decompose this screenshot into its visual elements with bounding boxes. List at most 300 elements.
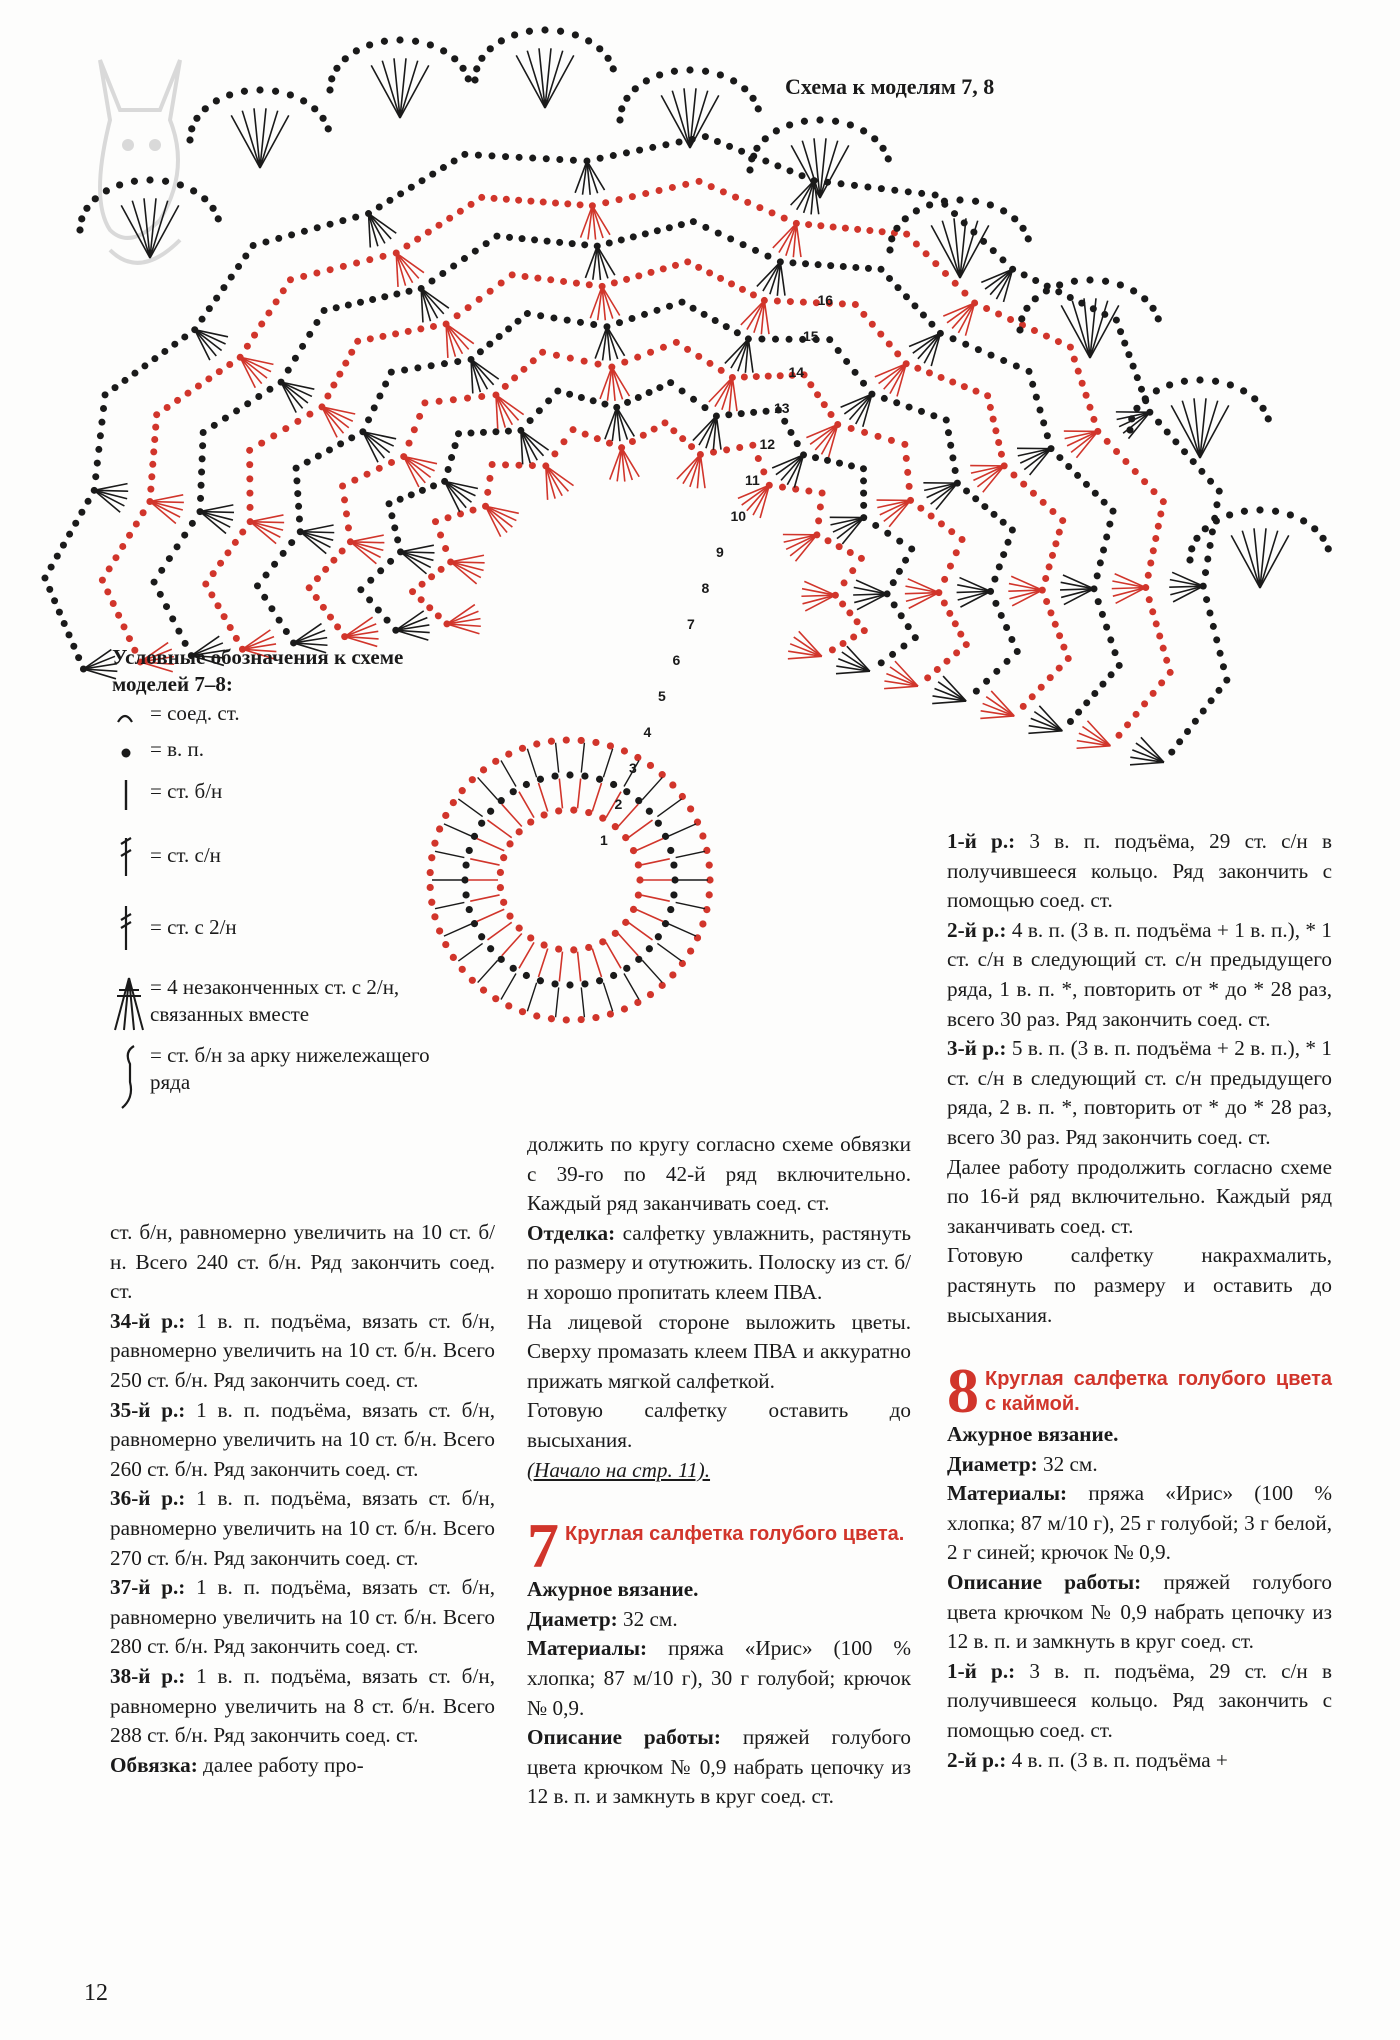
chain-dot bbox=[470, 507, 477, 514]
chain-dot bbox=[552, 199, 559, 206]
chain-dot bbox=[938, 520, 945, 527]
chain-dot bbox=[1095, 598, 1102, 605]
chain-dot bbox=[702, 68, 709, 75]
chain-dot bbox=[193, 115, 200, 122]
chain-dot bbox=[983, 305, 990, 312]
chain-dot bbox=[941, 600, 948, 607]
chain-dot bbox=[46, 586, 53, 593]
chain-dot bbox=[1208, 697, 1215, 704]
chain-dot bbox=[189, 520, 196, 527]
chain-dot bbox=[412, 38, 419, 45]
chain-dot bbox=[382, 381, 389, 388]
chain-dot bbox=[369, 296, 376, 303]
chain-dot bbox=[1209, 528, 1216, 535]
chain-dot bbox=[551, 772, 558, 779]
chain-dot bbox=[66, 631, 73, 638]
chain-dot bbox=[250, 242, 257, 249]
chain-dot bbox=[643, 77, 650, 84]
stitch-line bbox=[669, 824, 696, 836]
chain-dot bbox=[380, 253, 387, 260]
chain-dot bbox=[1040, 499, 1047, 506]
text-column-3 bbox=[947, 827, 1332, 1775]
chain-dot bbox=[1176, 738, 1183, 745]
chain-dot bbox=[661, 419, 668, 426]
chain-dot bbox=[555, 807, 562, 814]
chain-dot bbox=[610, 972, 617, 979]
chain-dot bbox=[72, 520, 79, 527]
legend-item: = ст. б/н bbox=[112, 778, 442, 812]
chain-dot bbox=[299, 343, 306, 350]
chain-dot bbox=[121, 623, 128, 630]
chain-dot bbox=[592, 1014, 599, 1021]
stitch-line bbox=[527, 983, 536, 1012]
chain-dot bbox=[991, 576, 998, 583]
chain-dot bbox=[706, 891, 713, 898]
chain-dot bbox=[860, 502, 867, 509]
chain-dot bbox=[836, 460, 843, 467]
chain-dot bbox=[792, 486, 799, 493]
chain-dot bbox=[341, 496, 348, 503]
chain-dot bbox=[601, 401, 608, 408]
chain-dot bbox=[805, 221, 812, 228]
chain-dot bbox=[1126, 426, 1133, 433]
chain-dot bbox=[906, 483, 913, 490]
chain-dot bbox=[947, 442, 954, 449]
chain-dot bbox=[602, 199, 609, 206]
chain-dot bbox=[725, 411, 732, 418]
chain-dot bbox=[763, 408, 770, 415]
chain-dot bbox=[258, 440, 265, 447]
chain-dot bbox=[527, 818, 534, 825]
chain-dot bbox=[1014, 648, 1021, 655]
chain-dot bbox=[164, 404, 171, 411]
chain-dot bbox=[560, 278, 567, 285]
chain-dot bbox=[241, 88, 248, 95]
chain-dot bbox=[367, 335, 374, 342]
chain-dot bbox=[992, 600, 999, 607]
chain-dot bbox=[1020, 703, 1027, 710]
chain-dot bbox=[616, 196, 623, 203]
chain-dot bbox=[1104, 438, 1111, 445]
legend bbox=[112, 644, 442, 1112]
chain-dot bbox=[548, 1015, 555, 1022]
chain-dot bbox=[1325, 545, 1332, 552]
chain-dot bbox=[333, 65, 340, 72]
chain-dot bbox=[888, 437, 895, 444]
chain-dot bbox=[387, 558, 394, 565]
chain-dot bbox=[992, 427, 999, 434]
chain-dot bbox=[595, 361, 602, 368]
chain-dot bbox=[953, 549, 960, 556]
stitch-line bbox=[640, 895, 669, 901]
chain-dot bbox=[817, 503, 824, 510]
chain-dot bbox=[963, 487, 970, 494]
chain-dot bbox=[235, 263, 242, 270]
chain-dot bbox=[1300, 517, 1307, 524]
chain-dot bbox=[428, 362, 435, 369]
chain-dot bbox=[442, 545, 449, 552]
chain-dot bbox=[153, 411, 160, 418]
chain-dot bbox=[647, 762, 654, 769]
chain-dot bbox=[461, 876, 468, 883]
chain-dot bbox=[673, 339, 680, 346]
chain-dot bbox=[655, 933, 662, 940]
stitch-line bbox=[556, 987, 559, 1017]
chain-dot bbox=[973, 688, 980, 695]
round-label: 11 bbox=[745, 472, 760, 488]
chain-dot bbox=[1067, 718, 1074, 725]
chain-dot bbox=[1113, 317, 1120, 324]
chain-dot bbox=[1056, 529, 1063, 536]
chain-dot bbox=[1153, 620, 1160, 627]
chain-dot bbox=[848, 425, 855, 432]
chain-dot bbox=[493, 233, 500, 240]
chain-dot bbox=[1021, 271, 1028, 278]
chain-dot bbox=[706, 360, 713, 367]
chain-dot bbox=[1018, 315, 1025, 322]
chain-dot bbox=[941, 576, 948, 583]
chain-dot bbox=[386, 500, 393, 507]
round-label: 6 bbox=[672, 652, 681, 668]
model-number: 8 bbox=[947, 1355, 979, 1427]
chain-dot bbox=[817, 222, 824, 229]
stitch-line bbox=[519, 942, 534, 968]
chain-dot bbox=[98, 419, 105, 426]
legend-heading: Условные обозначения к схеме моделей 7–8: bbox=[112, 645, 404, 696]
chain-dot bbox=[906, 404, 913, 411]
chain-dot bbox=[679, 387, 686, 394]
chain-dot bbox=[451, 157, 458, 164]
chain-dot bbox=[471, 76, 478, 83]
stitch-line bbox=[556, 743, 559, 773]
chain-dot bbox=[712, 317, 719, 324]
chain-dot bbox=[265, 309, 272, 316]
chain-dot bbox=[106, 565, 113, 572]
chain-dot bbox=[928, 513, 935, 520]
chain-dot bbox=[468, 201, 475, 208]
chain-dot bbox=[556, 156, 563, 163]
stitch-line bbox=[780, 262, 785, 296]
technique: Ажурное вязание. bbox=[947, 1422, 1119, 1447]
chain-dot bbox=[695, 353, 702, 360]
chain-dot bbox=[497, 884, 504, 891]
chain-dot bbox=[786, 121, 793, 128]
chain-dot bbox=[397, 190, 404, 197]
chain-dot bbox=[492, 758, 499, 765]
chain-dot bbox=[1103, 534, 1110, 541]
chain-dot bbox=[1145, 572, 1152, 579]
chain-dot bbox=[516, 828, 523, 835]
chain-dot bbox=[416, 413, 423, 420]
chain-dot bbox=[246, 475, 253, 482]
chain-dot bbox=[92, 473, 99, 480]
legend-item: = ст. с 2/н bbox=[112, 904, 442, 952]
chain-dot bbox=[213, 97, 220, 104]
chain-dot bbox=[393, 290, 400, 297]
chain-dot bbox=[912, 634, 919, 641]
chain-dot bbox=[326, 446, 333, 453]
stitch-line bbox=[857, 594, 887, 610]
chain-dot bbox=[147, 486, 154, 493]
chain-dot bbox=[642, 190, 649, 197]
chain-dot bbox=[807, 381, 814, 388]
stitch-line bbox=[802, 589, 835, 596]
chain-dot bbox=[750, 291, 757, 298]
chain-dot bbox=[548, 738, 555, 745]
chain-dot bbox=[1142, 395, 1149, 402]
chain-dot bbox=[669, 971, 676, 978]
chain-dot bbox=[112, 554, 119, 561]
chain-dot bbox=[585, 944, 592, 951]
chain-dot bbox=[903, 455, 910, 462]
chain-dot bbox=[210, 570, 217, 577]
chain-dot bbox=[442, 941, 449, 948]
chain-dot bbox=[879, 145, 886, 152]
chain-dot bbox=[623, 788, 630, 795]
chain-dot bbox=[695, 264, 702, 271]
chain-dot bbox=[730, 77, 737, 84]
chain-dot bbox=[1287, 511, 1294, 518]
chain-dot bbox=[56, 609, 63, 616]
chain-dot bbox=[195, 382, 202, 389]
chain-dot bbox=[679, 793, 686, 800]
chain-dot bbox=[262, 238, 269, 245]
chain-dot bbox=[762, 135, 769, 142]
chain-dot bbox=[826, 336, 833, 343]
chain-dot bbox=[987, 201, 994, 208]
chain-dot bbox=[502, 383, 509, 390]
chain-dot bbox=[300, 97, 307, 104]
stitch-line bbox=[350, 535, 383, 542]
chain-dot bbox=[904, 469, 911, 476]
chain-dot bbox=[671, 876, 678, 883]
chain-dot bbox=[607, 1010, 614, 1017]
paragraph: 1-й р.: 3 в. п. подъёма, 29 ст. с/н в получившееся кольцо. Ряд закончить с помощью соед. ст. bbox=[947, 829, 1332, 913]
chain-dot bbox=[1074, 472, 1081, 479]
chain-dot bbox=[1013, 362, 1020, 369]
chain-dot bbox=[131, 178, 138, 185]
chain-dot bbox=[537, 312, 544, 319]
stitch-line bbox=[1064, 589, 1094, 605]
chain-dot bbox=[1207, 542, 1214, 549]
chain-dot bbox=[1004, 658, 1011, 665]
chain-dot bbox=[151, 579, 158, 586]
chain-dot bbox=[902, 215, 909, 222]
chain-dot bbox=[283, 628, 290, 635]
chain-dot bbox=[478, 55, 485, 62]
chain-dot bbox=[1200, 707, 1207, 714]
chain-dot bbox=[699, 832, 706, 839]
model-title: Круглая салфетка голубого цвета. bbox=[565, 1523, 905, 1546]
chain-dot bbox=[741, 85, 748, 92]
chain-dot bbox=[540, 199, 547, 206]
chain-dot bbox=[226, 91, 233, 98]
chain-dot bbox=[488, 152, 495, 159]
technique: Ажурное вязание. bbox=[527, 1577, 699, 1602]
chain-dot bbox=[570, 807, 577, 814]
chain-dot bbox=[1060, 644, 1067, 651]
chain-dot bbox=[233, 407, 240, 414]
chain-dot bbox=[682, 181, 689, 188]
chain-dot bbox=[1133, 405, 1140, 412]
chain-dot bbox=[860, 127, 867, 134]
chain-dot bbox=[445, 466, 452, 473]
chain-dot bbox=[1188, 545, 1195, 552]
chain-dot bbox=[1067, 344, 1074, 351]
chain-dot bbox=[920, 312, 927, 319]
chain-dot bbox=[896, 568, 903, 575]
chain-dot bbox=[555, 945, 562, 952]
chain-dot bbox=[703, 906, 710, 913]
chain-dot bbox=[319, 115, 326, 122]
chain-dot bbox=[1226, 511, 1233, 518]
chain-dot bbox=[998, 451, 1005, 458]
stitch-line bbox=[478, 960, 498, 982]
chain-dot bbox=[794, 440, 801, 447]
stitch-line bbox=[788, 656, 822, 658]
chain-dot bbox=[1125, 351, 1132, 358]
model-number: 7 bbox=[527, 1510, 559, 1582]
chain-dot bbox=[1155, 315, 1162, 322]
chain-dot bbox=[890, 579, 897, 586]
chain-dot bbox=[41, 575, 48, 582]
single-crochet-icon bbox=[112, 778, 150, 812]
chain-dot bbox=[641, 311, 648, 318]
stitch-line bbox=[1077, 746, 1111, 748]
chain-dot bbox=[505, 325, 512, 332]
chain-dot bbox=[1092, 490, 1099, 497]
chain-dot bbox=[972, 388, 979, 395]
chain-dot bbox=[624, 399, 631, 406]
chain-dot bbox=[642, 230, 649, 237]
text-column-1 bbox=[110, 1218, 495, 1780]
chain-dot bbox=[386, 197, 393, 204]
stitch-line bbox=[796, 223, 801, 257]
chain-dot bbox=[1193, 535, 1200, 542]
chain-dot bbox=[670, 861, 677, 868]
chain-dot bbox=[928, 321, 935, 328]
chain-dot bbox=[462, 891, 469, 898]
chain-dot bbox=[905, 623, 912, 630]
chain-dot bbox=[560, 438, 567, 445]
stitch-line bbox=[804, 581, 835, 595]
chain-dot bbox=[734, 329, 741, 336]
chain-dot bbox=[484, 489, 491, 496]
chain-dot bbox=[1156, 633, 1163, 640]
chain-dot bbox=[618, 105, 625, 112]
chain-dot bbox=[377, 567, 384, 574]
chain-dot bbox=[1099, 611, 1106, 618]
stitch-line bbox=[636, 839, 663, 851]
stitch-line bbox=[1169, 586, 1203, 587]
stitch-line bbox=[805, 595, 835, 611]
paragraph: На лицевой стороне выложить цветы. Сверху промазать клеем ПВА и аккуратно прижать мягкой салфеткой. bbox=[527, 1309, 911, 1393]
chain-dot bbox=[720, 188, 727, 195]
chain-dot bbox=[566, 391, 573, 398]
chain-dot bbox=[1206, 610, 1213, 617]
chain-dot bbox=[865, 265, 872, 272]
stitch-line bbox=[628, 922, 652, 940]
chain-dot bbox=[439, 270, 446, 277]
chain-dot bbox=[991, 511, 998, 518]
chain-dot bbox=[1150, 547, 1157, 554]
chain-dot bbox=[151, 355, 158, 362]
chain-dot bbox=[376, 392, 383, 399]
chain-dot bbox=[717, 71, 724, 78]
chain-dot bbox=[648, 269, 655, 276]
chain-dot bbox=[429, 171, 436, 178]
chain-dot bbox=[723, 446, 730, 453]
chain-dot bbox=[169, 615, 176, 622]
chain-dot bbox=[419, 487, 426, 494]
chain-dot bbox=[706, 269, 713, 276]
chain-dot bbox=[671, 68, 678, 75]
chain-dot bbox=[487, 45, 494, 52]
chain-dot bbox=[918, 190, 925, 197]
chain-dot bbox=[1083, 699, 1090, 706]
chain-dot bbox=[1075, 709, 1082, 716]
chain-dot bbox=[847, 121, 854, 128]
chain-dot bbox=[539, 349, 546, 356]
chain-dot bbox=[197, 495, 204, 502]
chain-dot bbox=[454, 312, 461, 319]
chain-dot bbox=[551, 450, 558, 457]
chain-dot bbox=[604, 55, 611, 62]
chain-dot bbox=[634, 999, 641, 1006]
chain-dot bbox=[800, 299, 807, 306]
stitch-line bbox=[669, 924, 696, 936]
chain-dot bbox=[769, 209, 776, 216]
chain-dot bbox=[1023, 305, 1030, 312]
chain-dot bbox=[198, 469, 205, 476]
chain-dot bbox=[516, 925, 523, 932]
chain-dot bbox=[1047, 674, 1054, 681]
chain-dot bbox=[829, 646, 836, 653]
chain-dot bbox=[861, 627, 868, 634]
chain-dot bbox=[774, 297, 781, 304]
chain-dot bbox=[577, 201, 584, 208]
chain-dot bbox=[566, 771, 573, 778]
chain-dot bbox=[799, 172, 806, 179]
chain-dot bbox=[849, 567, 856, 574]
stitch-line bbox=[856, 580, 887, 594]
chain-dot bbox=[740, 241, 747, 248]
stitch-line bbox=[200, 505, 233, 512]
chain-dot bbox=[1227, 381, 1234, 388]
chain-dot bbox=[497, 869, 504, 876]
chain-dot bbox=[366, 41, 373, 48]
chain-dot bbox=[94, 460, 101, 467]
chain-dot bbox=[60, 542, 67, 549]
chain-dot bbox=[1086, 404, 1093, 411]
chain-dot bbox=[843, 358, 850, 365]
chain-dot bbox=[342, 360, 349, 367]
chain-dot bbox=[1110, 508, 1117, 515]
chain-dot bbox=[266, 386, 273, 393]
chain-dot bbox=[623, 149, 630, 156]
chain-dot bbox=[827, 262, 834, 269]
chain-dot bbox=[301, 228, 308, 235]
chain-dot bbox=[502, 153, 509, 160]
chain-dot bbox=[345, 524, 352, 531]
chain-dot bbox=[1115, 732, 1122, 739]
chain-dot bbox=[812, 454, 819, 461]
chain-dot bbox=[886, 246, 893, 253]
stitch-line bbox=[905, 586, 938, 593]
chain-dot bbox=[503, 196, 510, 203]
chain-dot bbox=[1037, 407, 1044, 414]
chain-dot bbox=[656, 384, 663, 391]
